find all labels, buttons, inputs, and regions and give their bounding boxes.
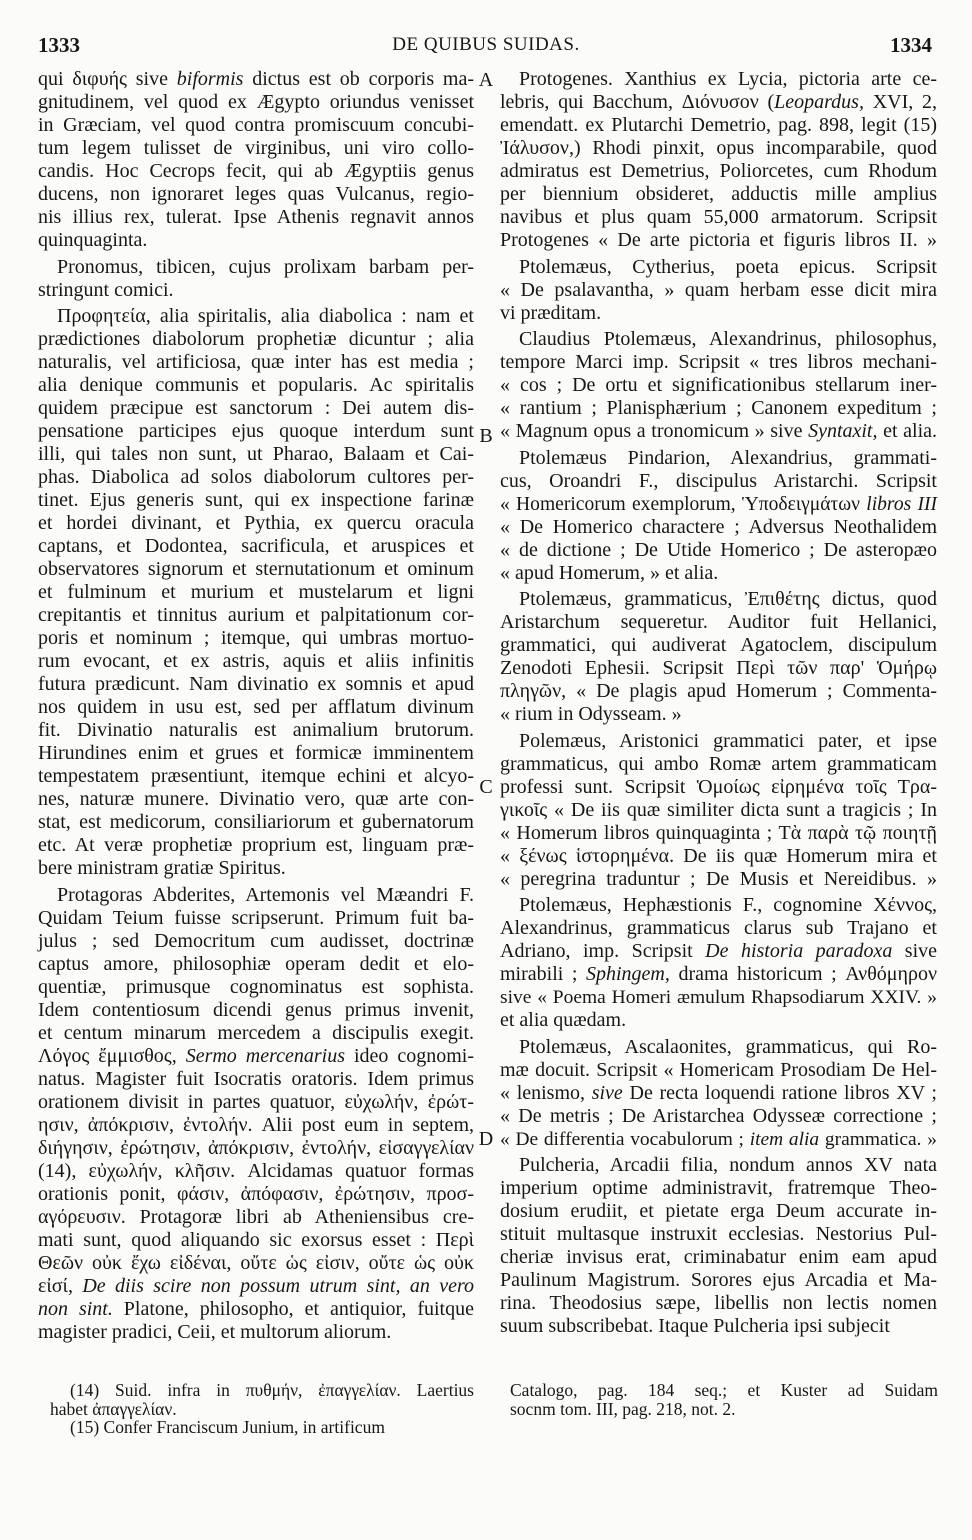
- text-line: [500, 963, 937, 986]
- margin-letter-d: D: [478, 1128, 494, 1150]
- text-line: Ptolemæus Pindarion, Alexandrius, grammati-: [519, 446, 937, 469]
- paragraph: [38, 256, 474, 302]
- text-segment: sive: [892, 940, 938, 962]
- text-line: (14), εὐχωλήν, κλῆσιν. Alcidamas quatuor formas: [38, 1159, 474, 1182]
- text-line: πληγῶν, « De plagis apud Homerum ; Commenta-: [500, 680, 937, 702]
- text-line: quentiæ, primusque cognominatus est sophista.: [38, 975, 474, 998]
- text-segment: εἰσί,: [38, 1274, 83, 1297]
- text-line: Paulinum Magistrum. Sorores ejus Arcadia et Ma-: [500, 1269, 937, 1291]
- text-line: rina. Theodosius sæpe, libellis non lectis nomen: [500, 1292, 937, 1314]
- text-line: Pulcheria, Arcadii filia, nondum annos XV nata: [519, 1154, 937, 1176]
- text-line: orationem divisit in partes quatuor, εὐχωλήν, ἐρώτ-: [38, 1090, 474, 1113]
- running-title: DE QUIBUS SUIDAS.: [392, 34, 580, 55]
- italic-text: non sint.: [38, 1297, 113, 1320]
- text-segment: De recta loquendi ratione libros XV ;: [622, 1081, 937, 1104]
- text-line: Idem contentiosum dicendi genus primus invenit,: [38, 998, 474, 1021]
- text-line: professi sunt. Scripsit Ὁμοίως εἰρημένα τοῖς Τρα-: [500, 775, 937, 798]
- text-line: alia denique communis et popularis. Ac spiritalis: [38, 374, 474, 396]
- paragraph: [500, 1036, 937, 1151]
- text-segment: « Homericorum exemplorum, Ὑποδειγμάτων: [500, 493, 867, 515]
- text-line: « ξένως ἱστορημένα. De iis quæ Homerum mira et: [500, 844, 937, 867]
- paragraph: [500, 588, 937, 726]
- text-line: [500, 91, 937, 114]
- text-line: Protogenes « De arte pictoria et figuris libros II. »: [500, 229, 937, 251]
- text-line: [500, 420, 937, 443]
- paragraph: [500, 256, 937, 325]
- text-line: [38, 1045, 474, 1068]
- paragraph: [500, 1154, 937, 1338]
- text-line: Quidam Teium fuisse scripserunt. Primum fuit ba-: [38, 906, 474, 929]
- text-line: julus ; sed Democritum cum audisset, doctrinæ: [38, 929, 474, 952]
- footnote-line: (15) Confer Franciscum Junium, in artificum: [70, 1417, 385, 1437]
- paragraph: [500, 447, 937, 585]
- text-line: γικοῖς « De iis quæ similiter dicta sunt a tragicis ; In: [500, 798, 937, 821]
- italic-text: De historia paradoxa: [705, 940, 893, 962]
- italic-text: item alia: [749, 1128, 820, 1150]
- text-line: [38, 68, 474, 91]
- left-column: [38, 68, 474, 1344]
- text-line: [38, 1275, 474, 1298]
- footnote-line: socnm tom. III, pag. 218, not. 2.: [510, 1398, 736, 1419]
- text-line: Aristarchum sequeretur. Auditor fuit Hellanici,: [500, 611, 937, 633]
- text-line: Ptolemæus, Ascalaonites, grammaticus, qui Ro-: [519, 1035, 937, 1058]
- italic-text: libros III: [866, 493, 938, 515]
- page-number-right: 1334: [890, 33, 932, 57]
- text-line: tinet. Ejus generis sunt, qui ex inspectione farinæ: [38, 489, 474, 511]
- text-line: [500, 493, 937, 516]
- margin-letter-a: A: [478, 68, 494, 91]
- text-line: ησιν, ἀπόκρισιν, ἐντολήν. Alii post eum in septem,: [38, 1113, 474, 1136]
- text-line: admiratus est Demetrius, Poliorcetes, cum Rhodum: [500, 160, 937, 182]
- text-line: Polemæus, Aristonici grammatici pater, et ipse: [519, 729, 937, 752]
- text-line: et centum minarum mercedem a discipulis exegit.: [38, 1021, 474, 1044]
- text-line: [38, 1298, 474, 1321]
- text-line: Alexandrinus, grammaticus clarus sub Trajano et: [500, 917, 937, 939]
- italic-text: sive: [591, 1081, 623, 1104]
- text-line: tempore Marci imp. Scripsit « tres libros mechani-: [500, 351, 937, 373]
- text-line: quinquaginta.: [38, 229, 148, 251]
- text-line: candis. Hoc Cecrops fecit, qui ab Ægyptiis genus: [38, 160, 474, 182]
- text-line: [500, 1082, 937, 1105]
- text-line: Claudius Ptolemæus, Alexandrinus, philosophus,: [519, 328, 937, 350]
- text-line: captans, et Dodontea, sacrificula, et aruspices et: [38, 535, 474, 557]
- paragraph: [38, 68, 474, 252]
- text-line: [500, 1128, 937, 1151]
- text-line: vi præditam.: [500, 301, 602, 324]
- text-line: διήγησιν, ἐρώτησιν, ἀπόκρισιν, ἐντολήν, εἰσαγγελίαν: [38, 1136, 474, 1159]
- text-line: Hirundines enim et grues et formicæ imminentem: [38, 742, 474, 764]
- text-line: tempestatem præsentiunt, itemque echini et alcyo-: [38, 765, 474, 787]
- text-line: natus. Magister fuit Isocratis oratoris. Idem primus: [38, 1067, 474, 1090]
- text-segment: grammatica. »: [819, 1128, 937, 1150]
- italic-text: Syntaxit,: [808, 420, 878, 442]
- text-line: gnitudinem, vel quod ex Ægypto oriundus venisset: [38, 91, 474, 113]
- text-line: Ptolemæus, Hephæstionis F., cognomine Χέννος,: [519, 894, 937, 916]
- italic-text: De diis scire non possum utrum sint, an vero: [82, 1274, 474, 1297]
- text-line: futura prædicunt. Nam divinatio ex somnis et apud: [38, 673, 474, 695]
- text-line: grammaticus, qui ambo Romæ artem grammaticam: [500, 752, 937, 775]
- text-line: tum legem tulisset de virginibus, uni viro collo-: [38, 137, 474, 159]
- text-line: « rium in Odysseam. »: [500, 703, 682, 725]
- text-line: cheriæ invisus erat, criminabatur enim eam apud: [500, 1246, 937, 1268]
- text-line: etc. At veræ prophetiæ proprium est, linguam præ-: [38, 834, 474, 856]
- text-line: « cos ; De ortu et significationibus stellarum iner-: [500, 374, 937, 396]
- text-line: poris et nominum ; itemque, qui umbras mortuo-: [38, 627, 474, 649]
- text-line: Zenodoti Ephesii. Scripsit Περὶ τῶν παρ' Ὁμήρῳ: [500, 657, 937, 679]
- footnotes-right: [510, 1381, 938, 1418]
- text-line: Θεῶν οὐκ ἔχω εἰδέναι, οὔτε ὡς εἰσιν, οὔτε ὡς οὐκ: [38, 1251, 474, 1274]
- text-line: dosium erudiit, et pietate erga Deum accurate in-: [500, 1200, 937, 1222]
- text-line: « Homerum libros quinquaginta ; Τὰ παρὰ τῷ ποιητῇ: [500, 821, 937, 844]
- text-line: emendatt. ex Plutarchi Demetrio, pag. 898, legit (15): [500, 114, 937, 136]
- text-line: Ptolemæus, Cytherius, poeta epicus. Scripsit: [519, 255, 937, 278]
- text-line: orationis ponit, φάσιν, ἀπόφασιν, ἐρώτησιν, προσ-: [38, 1182, 474, 1205]
- paragraph: [38, 884, 474, 1344]
- text-line: bere ministram gratiæ Spiritus.: [38, 857, 286, 879]
- paragraph: [50, 1381, 474, 1418]
- text-line: navibus et plus quam 55,000 armatorum. Scripsit: [500, 206, 937, 228]
- text-line: in Græciam, vel quod contra promiscuum concubi-: [38, 114, 474, 136]
- text-line: naturalis, vel artificiosa, quæ inter has est media ;: [38, 351, 474, 373]
- text-line: [500, 940, 937, 963]
- text-line: nis illius rex, tulerat. Ipse Athenis regnavit annos: [38, 206, 474, 228]
- page-number-left: 1333: [38, 33, 80, 57]
- text-line: observatores signorum et sternutationum et ominum: [38, 558, 474, 580]
- text-line: imperium optime administravit, fratremque Theo-: [500, 1177, 937, 1199]
- text-segment: XVI, 2,: [863, 91, 937, 113]
- paragraph: [510, 1381, 938, 1418]
- footnote-line: (14) Suid. infra in πυθμήν, ἐπαγγελίαν. Laertius: [70, 1380, 474, 1400]
- text-line: et fulminum et murium et mustelarum et ligni: [38, 581, 474, 603]
- text-segment: qui διφυής sive: [38, 68, 177, 90]
- text-segment: « lenismo,: [500, 1081, 592, 1104]
- text-line: Protogenes. Xanthius ex Lycia, pictoria arte ce-: [519, 68, 937, 90]
- text-segment: ideo cognomi-: [345, 1044, 475, 1067]
- text-line: « peregrina traduntur ; De Musis et Nereidibus. »: [500, 867, 937, 890]
- margin-letter-b: B: [479, 425, 493, 447]
- text-line: nes, naturæ munere. Divinatio vero, quæ arte con-: [38, 788, 474, 810]
- text-line: « De metris ; De Aristarchea Odysseæ correctione ;: [500, 1104, 937, 1127]
- paragraph: [500, 730, 937, 891]
- text-line: stituit multasque instruxit ecclesias. Nestorius Pul-: [500, 1223, 937, 1245]
- text-line: suum subscribebat. Itaque Pulcheria ipsi subjecit: [500, 1315, 890, 1337]
- italic-text: Sermo mercenarius: [185, 1044, 345, 1067]
- paragraph: [50, 1418, 474, 1437]
- footnote-line: habet ἀπαγγελίαν.: [50, 1398, 177, 1419]
- text-line: cus, Oroandri F., discipulus Aristarchi. Scripsit: [500, 469, 937, 492]
- text-line: αγόρευσιν. Protagoræ libri ab Atheniensibus cre-: [38, 1205, 474, 1228]
- text-line: rum evocant, et ex astris, aquis et aliis infinitis: [38, 650, 474, 672]
- footnotes-left: [50, 1381, 474, 1437]
- text-line: mati sunt, quod aliquando sic exorsus esset : Περὶ: [38, 1228, 474, 1251]
- text-line: mæ docuit. Scripsit « Homericam Prosodiam De Hel-: [500, 1058, 937, 1081]
- text-segment: « Magnum opus a tronomicum » sive: [500, 420, 809, 442]
- text-line: pensatione participes ejus quoque interdum sunt: [38, 420, 474, 442]
- text-line: « De Homerico charactere ; Adversus Neothalidem: [500, 515, 937, 538]
- text-segment: mirabili ;: [500, 963, 586, 985]
- italic-text: biformis: [176, 68, 244, 90]
- text-segment: Λόγος ἔμμισθος,: [38, 1044, 186, 1067]
- paragraph: [500, 894, 937, 1032]
- text-line: Ἰάλυσον,) Rhodi pinxit, opus incomparabile, quod: [500, 137, 937, 159]
- text-line: crepitantis et tinnitus aurium et palpitationum cor-: [38, 604, 474, 626]
- text-line: Pronomus, tibicen, cujus prolixam barbam per-: [57, 255, 474, 278]
- text-segment: drama historicum ; Ανθόμηρον: [669, 963, 937, 985]
- text-line: fit. Divinatio naturalis est animalium brutorum.: [38, 719, 474, 741]
- text-line: « rantium ; Planisphærium ; Canonem expeditum ;: [500, 397, 937, 419]
- margin-letter-c: C: [479, 776, 493, 798]
- text-line: per biennium obsideret, adductis mille amplius: [500, 183, 937, 205]
- text-line: Προφητεία, alia spiritalis, alia diabolica : nam et: [57, 305, 474, 327]
- text-line: Ptolemæus, grammaticus, Ἐπιθέτης dictus, quod: [519, 588, 937, 610]
- text-line: stat, est medicorum, consiliariorum et gubernatorum: [38, 811, 474, 833]
- text-line: ducens, non ignoraret leges quas Vulcanus, regio-: [38, 183, 474, 205]
- text-line: quidem præcipue est sanctorum : Dei autem dis-: [38, 397, 474, 419]
- text-line: « De psalavantha, » quam herbam esse dicit mira: [500, 278, 937, 301]
- text-line: prædictiones diabolorum prophetiæ dicuntur ; alia: [38, 328, 474, 350]
- text-line: Protagoras Abderites, Artemonis vel Mæandri F.: [57, 883, 474, 906]
- text-line: et alia quædam.: [500, 1009, 627, 1031]
- text-line: captus amore, philosophiæ operam dedit et elo-: [38, 952, 474, 975]
- text-line: grammatici, qui audiverat Agatoclem, discipulum: [500, 634, 937, 656]
- text-line: magister pradici, Ceii, et multorum aliorum.: [38, 1320, 392, 1343]
- text-segment: « De differentia vocabulorum ;: [500, 1128, 750, 1150]
- text-segment: et alia.: [877, 420, 937, 442]
- footnote-line: Catalogo, pag. 184 seq.; et Kuster ad Suidam: [510, 1380, 938, 1400]
- text-line: phas. Diabolica ad solos diabolorum cultores per-: [38, 466, 474, 488]
- italic-text: Leopardus,: [774, 91, 864, 113]
- text-line: et hordei divinant, et Pythia, ex quercu oracula: [38, 512, 474, 534]
- text-line: stringunt comici.: [38, 278, 174, 301]
- paragraph: [38, 305, 474, 880]
- italic-text: Sphingem,: [586, 963, 670, 985]
- text-line: sive « Poema Homeri æmulum Rhapsodiarum XXIV. »: [500, 987, 937, 1008]
- text-line: illi, qui tales non sunt, ut Pharao, Balaam et Cai-: [38, 443, 474, 465]
- text-line: « de dictione ; De Utide Homerico ; De asteropæo: [500, 538, 937, 561]
- text-line: « apud Homerum, » et alia.: [500, 561, 719, 584]
- text-segment: Platone, philosopho, et antiquior, fuitque: [112, 1297, 474, 1320]
- paragraph: [500, 68, 937, 252]
- right-column: [500, 68, 937, 1338]
- text-segment: Adriano, imp. Scripsit: [500, 940, 706, 962]
- paragraph: [500, 328, 937, 443]
- text-segment: lebris, qui Bacchum, Διόνυσον (: [500, 91, 775, 113]
- text-segment: dictus est ob corporis ma-: [243, 68, 474, 90]
- text-line: nos quidem in usu est, sed per afflatum divinum: [38, 696, 474, 718]
